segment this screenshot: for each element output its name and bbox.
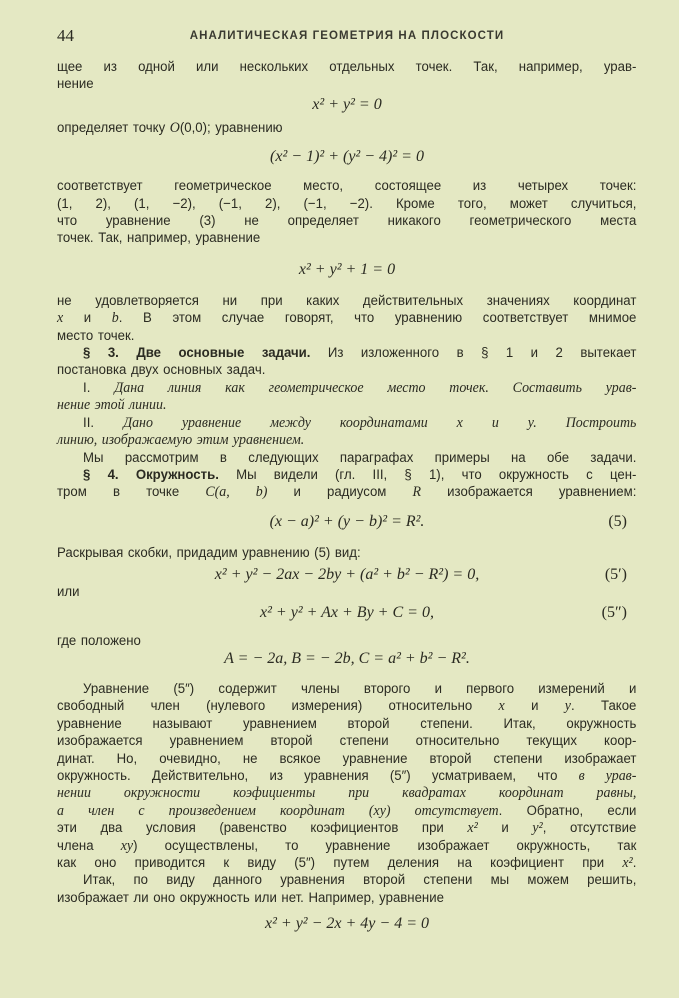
- math: y²: [532, 820, 543, 837]
- math: b: [111, 310, 119, 327]
- text: окружность. Действительно, из уравнения (5″) усматриваем, что: [57, 767, 579, 784]
- text-line: Итак, по виду данного уравнения второй степени мы можем решить,: [83, 872, 637, 889]
- italic-text: в урав-: [578, 767, 637, 784]
- text: и: [477, 820, 533, 837]
- equation-number: (5): [608, 512, 627, 530]
- equation-formula: x² + y² + 1 = 0: [298, 260, 396, 278]
- equation-5-double-prime: [57, 603, 637, 633]
- text-line: [57, 120, 636, 137]
- italic-text: Дана линия как геометрическое место точек. Составить урав-: [114, 379, 637, 396]
- equation-formula: x² + y² + Ax + By + C = 0,: [260, 603, 434, 621]
- text-line: [57, 380, 636, 397]
- text-line: уравнение называют уравнением второй степени. Итак, окружность: [57, 715, 637, 732]
- text-line: не удовлетворяется ни при каких действительных значениях координат: [57, 292, 637, 309]
- math: x: [498, 698, 505, 715]
- equation-formula: A = − 2a, B = − 2b, C = a² + b² − R².: [224, 649, 470, 667]
- text: .: [632, 855, 637, 871]
- text-line: изображается уравнением второй степени относительно текущих коор-: [57, 733, 637, 750]
- text-line: [57, 820, 636, 837]
- text: . Такое: [570, 698, 637, 715]
- italic-text: а член с произведением координат (xy) отсутствует: [57, 802, 499, 819]
- math: x²: [467, 820, 478, 837]
- section-heading: § 4. Окружность.: [83, 466, 219, 483]
- equation: [57, 907, 637, 937]
- equation-5: [57, 502, 637, 545]
- math: x: [57, 310, 64, 327]
- math: O: [169, 119, 180, 136]
- text-line: постановка двух основных задач.: [57, 362, 266, 379]
- item-number: I.: [83, 379, 115, 396]
- text-line: точек. Так, например, уравнение: [57, 230, 261, 247]
- text: и радиусом: [267, 484, 413, 501]
- text-line: где положено: [57, 632, 141, 649]
- text-line: линию, изображаемую этим уравнением.: [57, 432, 305, 449]
- text: , отсутствие: [542, 820, 637, 837]
- running-header: [57, 26, 637, 46]
- equation: [57, 137, 637, 178]
- text-line: соответствует геометрическое место, состоящее из четырех точек:: [57, 178, 637, 195]
- text-line: [57, 803, 636, 820]
- text: . В этом случае говорят, что уравнению соответствует мнимое: [118, 310, 637, 327]
- text: (0,0); уравнению: [179, 119, 283, 136]
- math: R: [412, 484, 422, 501]
- text-line: [57, 484, 636, 501]
- text-line: изображает ли оно окружность или нет. Например, уравнение: [57, 889, 444, 906]
- text-line: [57, 698, 636, 715]
- equation-formula: x² + y² = 0: [312, 95, 382, 113]
- text: эти два условия (равенство коэфициентов при: [57, 820, 468, 837]
- text-line: динат. Но, очевидно, не всякое уравнение второй степени изображает: [57, 750, 637, 767]
- text-line: [57, 310, 636, 327]
- text-line: [57, 855, 636, 872]
- italic-text: Дано уравнение между координатами x и y. Построить: [123, 414, 637, 431]
- text-line: (1, 2), (1, −2), (−1, 2), (−1, −2). Кроме того, может случиться,: [57, 195, 637, 212]
- text-line: место точек.: [57, 327, 135, 344]
- section-4-heading-line: [57, 467, 636, 484]
- text: определяет точку: [57, 119, 170, 136]
- text-line: [57, 415, 636, 432]
- text-line: нении окружности коэфициенты при квадратах координат равны,: [57, 785, 637, 802]
- equation-number: (5″): [601, 603, 627, 621]
- text: тром в точке: [57, 484, 206, 501]
- equation-formula: (x² − 1)² + (y² − 4)² = 0: [270, 148, 424, 166]
- equation-coefficients: [57, 650, 637, 681]
- math: x²: [622, 855, 633, 871]
- equation: [57, 248, 637, 293]
- equation-formula: x² + y² − 2ax − 2by + (a² + b² − R²) = 0,: [214, 566, 480, 584]
- equation-number: (5′): [604, 566, 627, 584]
- equation-formula: x² + y² − 2x + 4y − 4 = 0: [265, 915, 429, 933]
- text-line: нение: [57, 76, 94, 93]
- math: xy: [120, 837, 134, 854]
- text-line: Уравнение (5″) содержит члены второго и первого измерений и: [83, 680, 637, 697]
- math: y: [564, 698, 571, 715]
- item-number: II.: [83, 414, 124, 431]
- text-line: что уравнение (3) не определяет никакого геометрического места: [57, 213, 637, 230]
- text: свободный член (нулевого измерения) относительно: [57, 698, 499, 715]
- text: изображается уравнением:: [421, 484, 637, 501]
- text-line: нение этой линии.: [57, 397, 167, 414]
- text-line: Мы рассмотрим в следующих параграфах примеры на обе задачи.: [83, 449, 637, 466]
- text: ) осуществлены, то уравнение изображает окружность, так: [133, 837, 637, 854]
- text: Мы видели (гл. III, § 1), что окружность с цен-: [218, 466, 637, 483]
- text-line: [57, 838, 636, 855]
- equation: [57, 94, 637, 120]
- text: и: [504, 698, 565, 715]
- page-body: [57, 59, 637, 937]
- text-line: Раскрывая скобки, придадим уравнению (5) вид:: [57, 544, 361, 561]
- section-3-heading-line: [57, 345, 636, 362]
- text-line: или: [57, 584, 80, 601]
- text: . Обратно, если: [498, 802, 637, 819]
- text: и: [63, 310, 112, 327]
- text-line: щее из одной или нескольких отдельных точек. Так, например, урав-: [57, 59, 637, 75]
- page-number: 44: [57, 26, 74, 45]
- text: члена: [57, 837, 121, 854]
- chapter-title: АНАЛИТИЧЕСКАЯ ГЕОМЕТРИЯ НА ПЛОСКОСТИ: [189, 30, 505, 42]
- equation-formula: (x − a)² + (y − b)² = R².: [269, 512, 425, 530]
- section-heading: § 3. Две основные задачи.: [83, 345, 311, 362]
- text: как оно приводится к виду (5″) путем деления на коэфициент при: [57, 855, 623, 871]
- math: C(a, b): [205, 484, 268, 501]
- text-line: [57, 768, 636, 785]
- text: Из изложенного в § 1 и 2 вытекает: [310, 345, 637, 362]
